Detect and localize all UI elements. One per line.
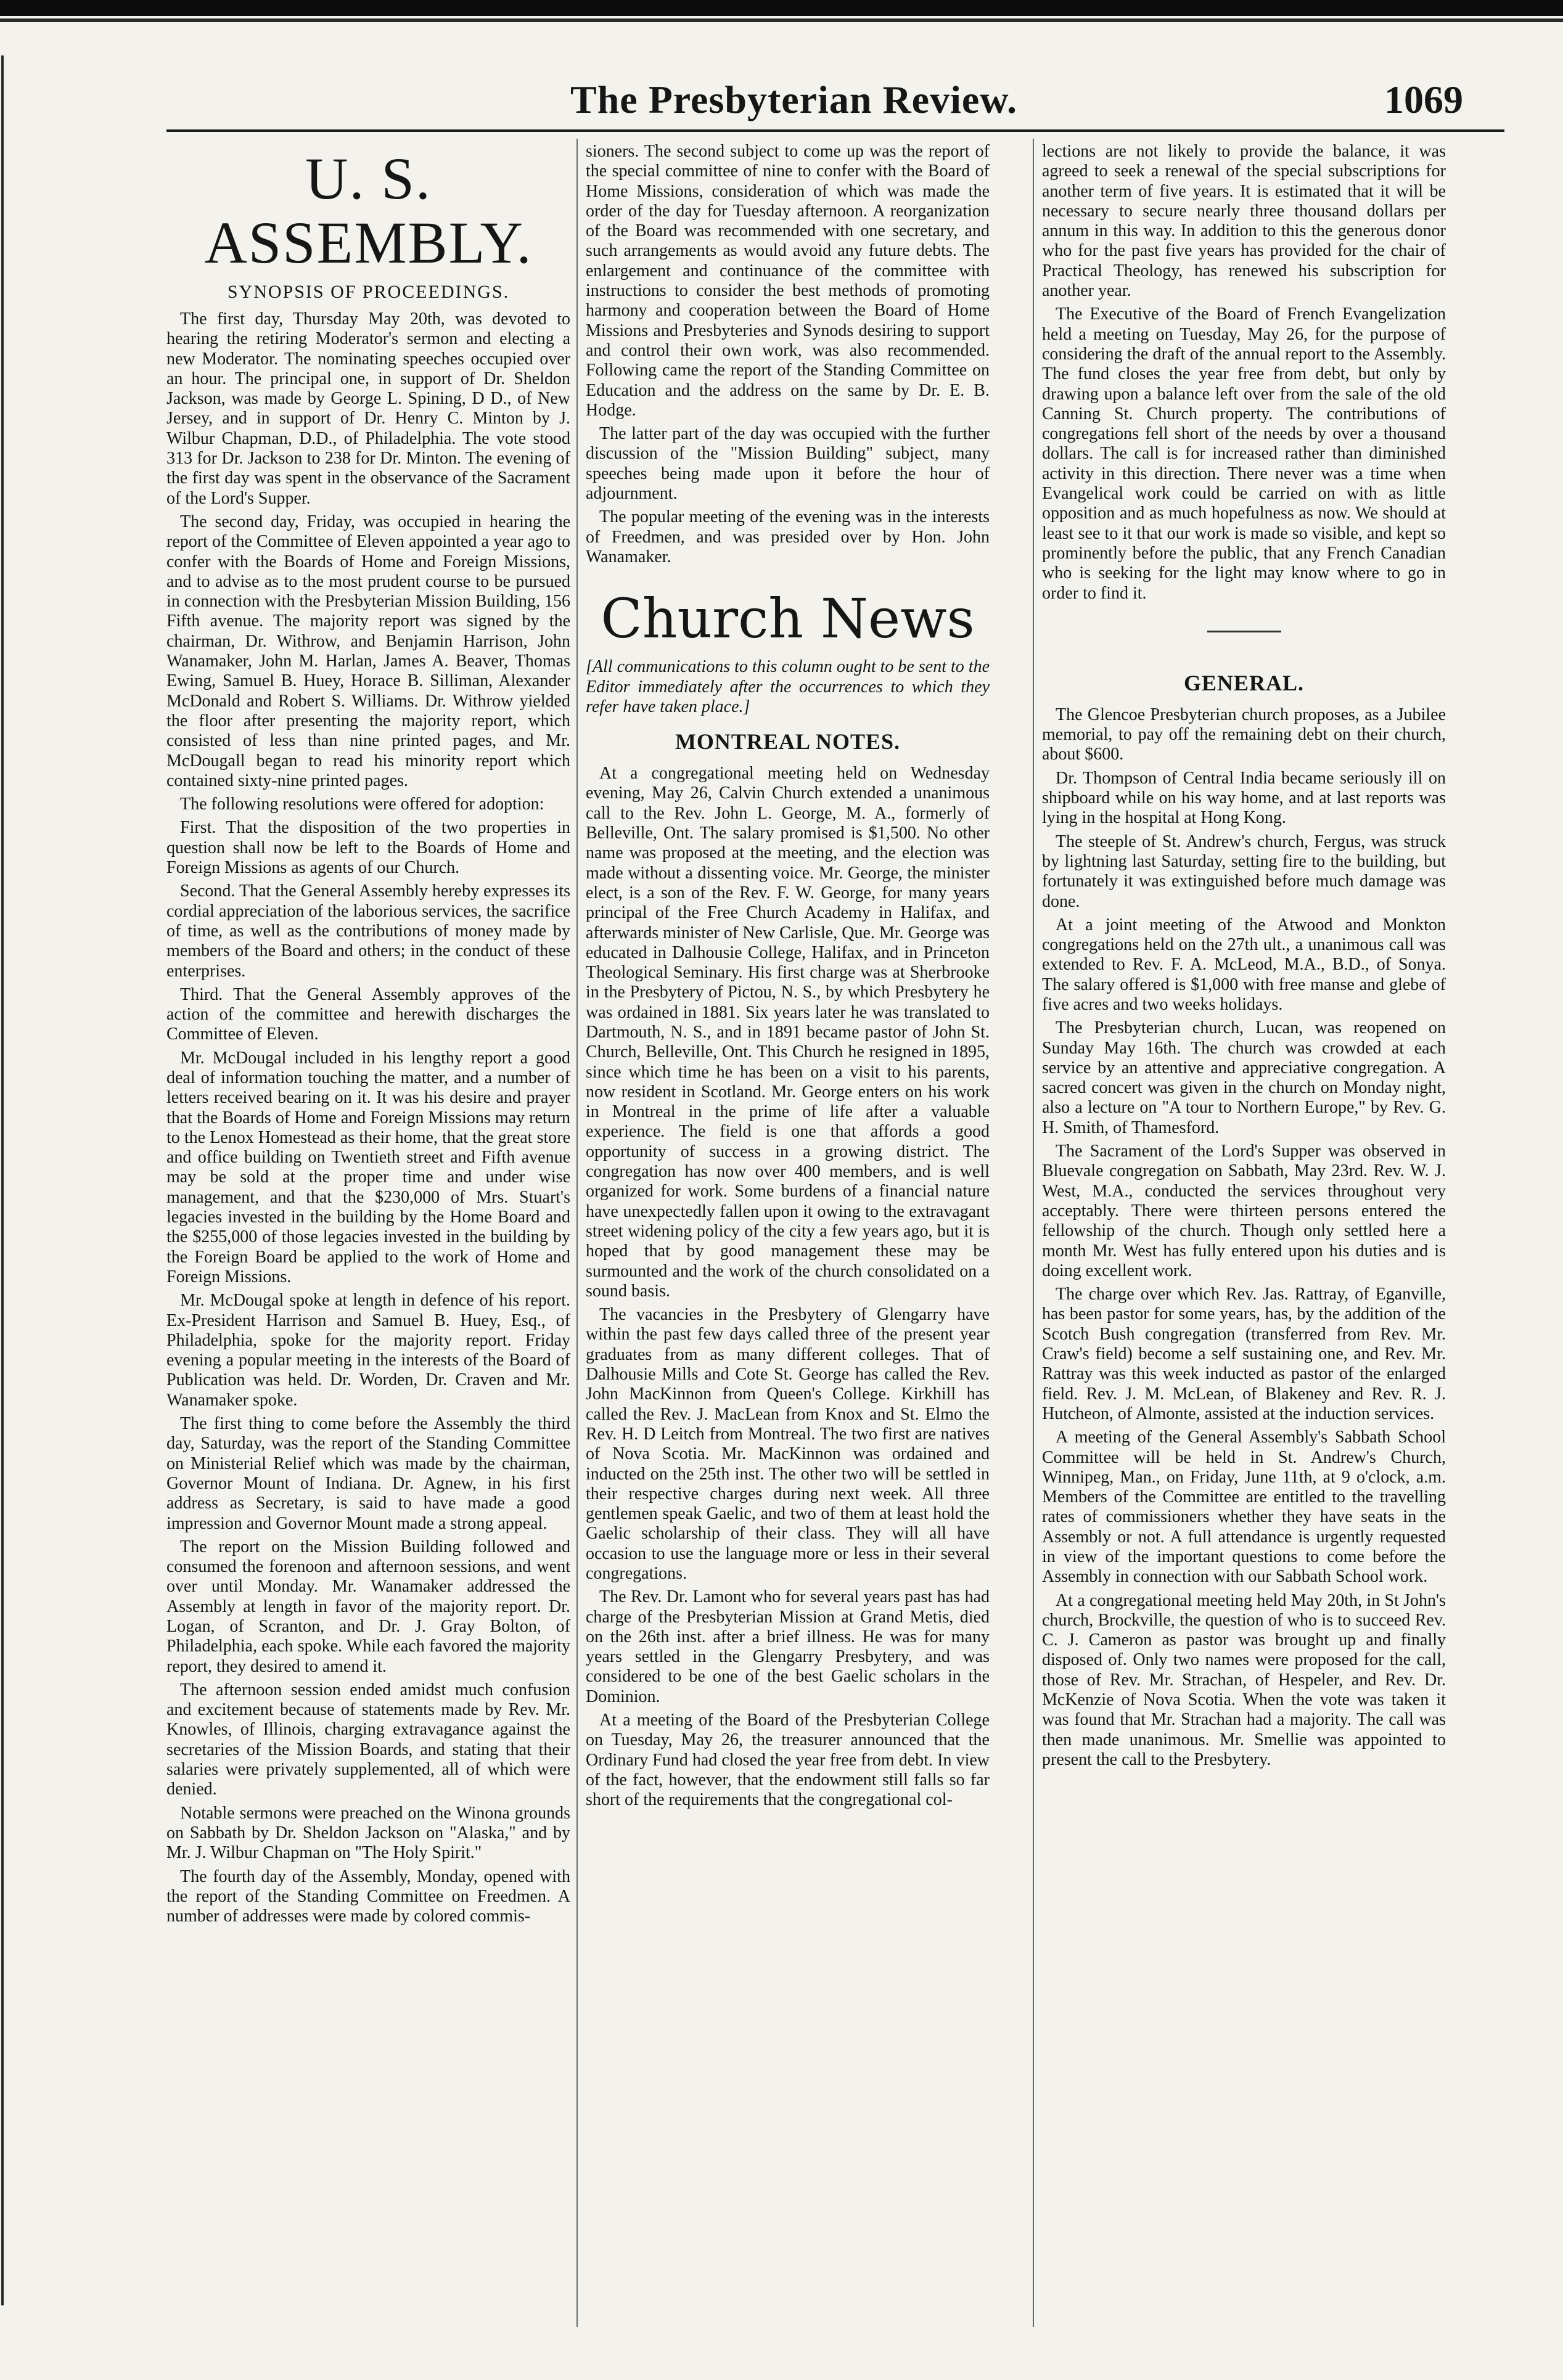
column-divider — [576, 139, 578, 2327]
paragraph: The first day, Thursday May 20th, was devoted to hearing the retiring Moderator's sermon and electing a new Moderator. The nominating speeches occupied over an hour. The principal one, in support of Dr. Sheldon Jackson, was made by George L. Spining, D D., of New Jersey, and in support of Dr. Henry C. Minton by J. Wilbur Chapman, D.D., of Philadelphia. The vote stood 313 for Dr. Jackson to 238 for Dr. Minton. The evening of the first day was spent in the observance of the Sacrament of the Lord's Supper. — [166, 309, 570, 508]
running-head-title: The Presbyterian Review. — [570, 78, 1017, 121]
paragraph: Third. That the General Assembly approves of the action of the committee and herewith discharges the Committee of Eleven. — [166, 984, 570, 1044]
paragraph: At a joint meeting of the Atwood and Monkton congregations held on the 27th ult., a unanimous call was extended to Rev. F. A. McLeod, M.A., B.D., of Sonya. The salary offered is $1,000 with free manse and glebe of five acres and two weeks holidays. — [1042, 915, 1446, 1014]
article-subtitle: SYNOPSIS OF PROCEEDINGS. — [227, 282, 510, 302]
paragraph: The following resolutions were offered for adoption: — [180, 795, 544, 814]
column-divider — [1033, 139, 1034, 2327]
paragraph: The charge over which Rev. Jas. Rattray, of Eganville, has been pastor for some years, has, by the addition of the Scotch Bush congregation (transferred from Rev. Mr. Craw's field) become a self sustaining one, and Rev. Mr. Rattray was this week inducted as pastor of the enlarged field. Rev. J. M. McLean, of Blakeney and Rev. R. J. Hutcheon, of Almonte, assisted at the induction services. — [1042, 1285, 1446, 1423]
top-border — [0, 0, 1563, 16]
editor-note: [All communications to this column ought to be sent to the Editor immediately after the occurrences to which they refer have taken place.] — [586, 657, 990, 716]
paragraph: The Executive of the Board of French Evangelization held a meeting on Tuesday, May 26, for the purpose of considering the draft of the annual report to the Assembly. The fund closes the year free from debt, but only by drawing upon a balance left over from the sale of the old Canning St. Church property. The contributions of congregations fell short of the needs by over a thousand dollars. The call is for increased rather than diminished activity in this direction. There never was a time when Evangelical work could be carried on with as little opposition and as much hopefulness as now. We should at least see to it that our work is made so visible, and kept so prominently before the public, that any French Canadian who is seeking for the light may know where to go in order to find it. — [1042, 305, 1446, 603]
paragraph: At a congregational meeting held on Wednesday evening, May 26, Calvin Church extended a unanimous call to the Rev. John L. George, M. A., formerly of Belleville, Ont. The salary promised is $1,500. No other name was proposed at the meeting, and the election was made without a dissenting voice. Mr. George, the minister elect, is a son of the Rev. F. W. George, for many years principal of the Free Church Academy in Halifax, and afterwards minister of New Carlisle, Que. Mr. George was educated in Dalhousie College, Halifax, and in Princeton Theological Seminary. His first charge was at Sherbrooke in the Presbytery of Pictou, N. S., by which Presbytery he was ordained in 1881. Six years later he was translated to Dartmouth, N. S., and in 1891 became pastor of John St. Church, Belleville, Ont. This Church he resigned in 1895, since which time he has been on a visit to his parents, now resident in Scotland. Mr. George enters on his work in Montreal in the prime of life after a valuable experience. The field is one that affords a good opportunity of success in a growing district. The congregation has now over 400 members, and is well organized for work. Some burdens of a financial nature have unexpectedly fallen upon it owing to the extravagant street widening policy of the city a few years ago, but it is hoped that by good management these may be surmounted and the work of the church consolidated on a sound basis. — [586, 764, 990, 1301]
paragraph: The Rev. Dr. Lamont who for several years past has had charge of the Presbyterian Mission at Grand Metis, died on the 26th inst. after a brief illness. He was for many years settled in the Glengarry Presbytery, and was considered to be one of the best Gaelic scholars in the Dominion. — [586, 1587, 990, 1706]
section-heading: GENERAL. — [1183, 670, 1305, 695]
paragraph: The report on the Mission Building followed and consumed the forenoon and afternoon sessions, and went over until Monday. Mr. Wanamaker addressed the Assembly at length in favor of the majority report. Dr. Logan, of Scranton, and Dr. J. Gray Bolton, of Philadelphia, each spoke. While each favored the majority report, they desired to amend it. — [166, 1537, 570, 1676]
paragraph: Notable sermons were preached on the Winona grounds on Sabbath by Dr. Sheldon Jackson on "Alaska," and by Mr. J. Wilbur Chapman on "The Holy Spirit." — [166, 1803, 570, 1863]
paragraph: The steeple of St. Andrew's church, Fergus, was struck by lightning last Saturday, setting fire to the building, but fortunately it was extinguished before much damage was done. — [1042, 832, 1446, 911]
paragraph: At a meeting of the Board of the Presbyterian College on Tuesday, May 26, the treasurer announced that the Ordinary Fund had closed the year free from debt. In view of the fact, however, that the endowment still falls so far short of the requirements that the congregational col- — [586, 1711, 990, 1810]
paragraph: The afternoon session ended amidst much confusion and excitement because of statements made by Rev. Mr. Knowles, of Illinois, charging extravagance against the secretaries of the Mission Boards, and stating that their salaries were privately supplemented, all of which were denied. — [166, 1680, 570, 1799]
section-title: Church News — [601, 587, 975, 651]
paragraph: The Glencoe Presbyterian church proposes, as a Jubilee memorial, to pay off the remaining debt on their church, about $600. — [1042, 705, 1446, 764]
paragraph: The Presbyterian church, Lucan, was reopened on Sunday May 16th. The church was crowded at each service by an attentive and appreciative congregation. A sacred concert was given in the church on Monday night, also a lecture on "A tour to Northern Europe," by Rev. G. H. Smith, of Thamesford. — [1042, 1018, 1446, 1137]
section-rule — [1207, 631, 1281, 632]
section-heading: MONTREAL NOTES. — [675, 729, 901, 754]
paragraph: The Sacrament of the Lord's Supper was observed in Bluevale congregation on Sabbath, May 23rd. Rev. W. J. West, M.A., conducted the services throughout very acceptably. There were thirteen persons entered the fellowship of the church. Though only settled here a month Mr. West has fully entered upon his duties and is doing excellent work. — [1042, 1142, 1446, 1280]
paragraph: At a congregational meeting held May 20th, in St John's church, Brockville, the question of who is to succeed Rev. C. J. Cameron as pastor was brought up and finally disposed of. Only two names were proposed for the call, those of Rev. Mr. Strachan, of Hespeler, and Rev. Dr. McKenzie of Nova Scotia. When the vote was taken it was found that Mr. Strachan had a majority. The call was then made unanimous. Mr. Smellie was appointed to present the call to the Presbytery. — [1042, 1590, 1446, 1769]
paragraph: The second day, Friday, was occupied in hearing the report of the Committee of Eleven appointed a year ago to confer with the Boards of Home and Foreign Missions, and to advise as to the most prudent course to be pursued in connection with the Presbyterian Mission Building, 156 Fifth avenue. The majority report was signed by the chairman, Dr. Withrow, and Benjamin Harrison, John Wanamaker, John M. Harlan, James A. Beaver, Thomas Ewing, Samuel B. Huey, Horace B. Silliman, Alexander McDonald and Robert S. Williams. Dr. Withrow yielded the floor after presenting the majority report, which consisted of less than nine printed pages, and Mr. McDougall began to read his minority report which contained sixty-nine printed pages. — [166, 512, 570, 790]
page-number: 1069 — [1384, 78, 1463, 121]
top-border-thin — [0, 18, 1563, 22]
paragraph: A meeting of the General Assembly's Sabbath School Committee will be held in St. Andrew's Church, Winnipeg, Man., on Friday, June 11th, at 9 o'clock, a.m. Members of the Committee are entitled to the travelling rates of commissioners whether they have seats in the Assembly or not. A full attendance is urgently requested in view of the important questions to come before the Assembly in connection with our Sabbath School work. — [1042, 1428, 1446, 1587]
column-3 — [1042, 142, 1446, 2324]
paragraph: The latter part of the day was occupied with the further discussion of the "Mission Building" subject, many speeches being made upon it before the hour of adjournment. — [586, 424, 990, 504]
header-rule — [166, 129, 1504, 132]
column-2 — [586, 142, 990, 2324]
paragraph: The first thing to come before the Assembly the third day, Saturday, was the report of the Standing Committee on Ministerial Relief which was made by the chairman, Governor Mount of Indiana. Dr. Agnew, in his first address as Secretary, is said to have made a good impression and Governor Mount made a strong appeal. — [166, 1414, 570, 1533]
paragraph: First. That the disposition of the two properties in question shall now be left to the Boards of Home and Foreign Missions as agents of our Church. — [166, 818, 570, 878]
paragraph: The popular meeting of the evening was in the interests of Freedmen, and was presided over by Hon. John Wanamaker. — [586, 507, 990, 566]
paragraph: lections are not likely to provide the balance, it was agreed to seek a renewal of the special subscriptions for another term of five years. It is estimated that it will be necessary to secure nearly three thousand dollars per annum in this way. In addition to this the generous donor who for the past five years has provided for the chair of Practical Theology, has renewed his subscription for another year. — [1042, 142, 1446, 301]
paragraph: The fourth day of the Assembly, Monday, opened with the report of the Standing Committee on Freedmen. A number of addresses were made by colored commis- — [166, 1867, 570, 1926]
paragraph: sioners. The second subject to come up was the report of the special committee of nine to confer with the Board of Home Missions, consideration of which was made the order of the day for Tuesday afternoon. A reorganization of the Board was recommended with one secretary, and such arrangements as would avoid any future debts. The enlargement and continuance of the committee with instructions to consider the best methods of promoting harmony and cooperation between the Board of Home Missions and Presbyteries and Synods desiring to support and control their own work, was also recommended. Following came the report of the Standing Committee on Education and the address on the same by Dr. E. B. Hodge. — [586, 142, 990, 420]
article-title: U. S. ASSEMBLY. — [204, 145, 533, 276]
paragraph: Mr. McDougal included in his lengthy report a good deal of information touching the matter, and a number of letters received bearing on it. It was his desire and prayer that the Boards of Home and Foreign Missions may return to the Lenox Homestead as their home, that the great store and office building on Twentieth street and Fifth avenue may be sold at the proper time and under wise management, and that the $230,000 of Mrs. Stuart's legacies invested in the building by the Home Board and the $255,000 of those legacies invested in the building by the Foreign Board be applied to the work of Home and Foreign Missions. — [166, 1048, 570, 1286]
paragraph: Mr. McDougal spoke at length in defence of his report. Ex-President Harrison and Samuel B. Huey, Esq., of Philadelphia, spoke for the majority report. Friday evening a popular meeting in the interests of the Board of Publication was held. Dr. Worden, Dr. Craven and Mr. Wanamaker spoke. — [166, 1291, 570, 1410]
paragraph: Dr. Thompson of Central India became seriously ill on shipboard while on his way home, and at last reports was lying in the hospital at Hong Kong. — [1042, 768, 1446, 828]
page-edge — [1, 55, 4, 2305]
paragraph: Second. That the General Assembly hereby expresses its cordial appreciation of the laborious services, the sacrifice of time, as well as the contributions of money made by members of the Board and others; in the conduct of these enterprises. — [166, 881, 570, 981]
paragraph: The vacancies in the Presbytery of Glengarry have within the past few days called three of the present year graduates from as many different colleges. That of Dalhousie Mills and Cote St. George has called the Rev. John MacKinnon from Queen's College. Kirkhill has called the Rev. J. MacLean from Knox and St. Elmo the Rev. H. D Leitch from Montreal. The two first are natives of Nova Scotia. Mr. MacKinnon was ordained and inducted on the 25th inst. The other two will be settled in their respective charges during next week. All three gentlemen speak Gaelic, and two of them at least hold the Gaelic scholarship of their class. They will all have occasion to use the language more or less in their several congregations. — [586, 1305, 990, 1583]
column-1 — [166, 142, 570, 2324]
